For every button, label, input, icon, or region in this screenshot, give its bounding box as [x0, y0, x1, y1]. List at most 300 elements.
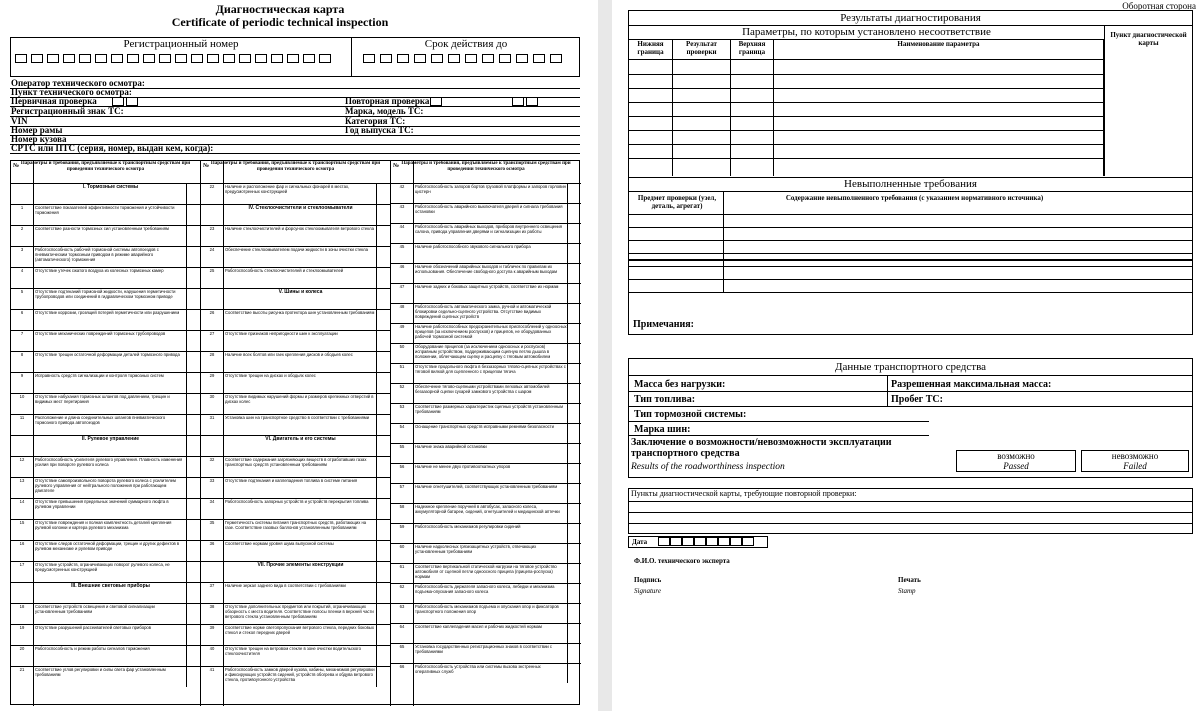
check-cell[interactable]: [186, 562, 200, 582]
unmet-row-line: [629, 240, 1192, 241]
input-cell[interactable]: [223, 54, 235, 63]
input-cell[interactable]: [499, 54, 511, 63]
requirement-text: Работоспособность устройства или системы вызова экстренных оперативных служб: [415, 664, 541, 674]
requirement-number: 53: [399, 404, 405, 409]
requirement-number: 47: [399, 284, 405, 289]
requirement-text: Исправность средств сигнализации и контроля тормозных систем: [35, 373, 164, 378]
requirement-number: 52: [399, 384, 405, 389]
check-cell[interactable]: [376, 499, 390, 519]
stamp-en-label: Stamp: [898, 587, 916, 595]
input-cell[interactable]: [287, 54, 299, 63]
info-field-0: Оператор технического осмотра:: [10, 78, 580, 89]
input-cell[interactable]: [271, 54, 283, 63]
input-cell[interactable]: [319, 54, 331, 63]
input-cell[interactable]: [431, 54, 443, 63]
input-cell[interactable]: [159, 54, 171, 63]
requirement-text: Работоспособность рабочей тормозной системы автопоездов с пневматическим тормозным приводом в режиме аварийного (автоматического) торможения: [35, 247, 159, 262]
requirement-number: 33: [209, 478, 215, 483]
requirement-number: 57: [399, 484, 405, 489]
primary-check-cell[interactable]: [112, 97, 124, 106]
requirement-text: Отсутствие набухания тормозных шлангов под давлением, трещин и видимых мест перетирания: [35, 394, 170, 404]
requirement-number: 63: [399, 604, 405, 609]
requirement-text: Соответствие нормам уровня шума выпускной системы: [225, 541, 334, 546]
requirement-text: Расположение и длина соединительных шлангов пневматического тормозного привода автопоездов: [35, 415, 166, 425]
check-cell[interactable]: [186, 478, 200, 498]
requirement-text: Обеспечение тягово-сцепными устройствами легковых автомобилей беззазорной сцепки сухарей замкового устройства с шаром: [415, 384, 550, 394]
requirement-number: 10: [19, 394, 25, 399]
info-field-right-1: Марка, модель ТС:: [345, 106, 424, 116]
input-cell[interactable]: [363, 54, 375, 63]
requirement-text: Соответствие содержания загрязняющих веществ в отработавших газах транспортных средств установленным требованиям: [225, 457, 367, 467]
check-cell[interactable]: [376, 373, 390, 393]
check-cell[interactable]: [567, 584, 581, 603]
check-cell[interactable]: [186, 499, 200, 519]
passed-box[interactable]: [956, 450, 1076, 472]
check-cell[interactable]: [376, 289, 390, 309]
requirement-number: 5: [20, 289, 24, 294]
requirement-text: Отсутствие разрушений рассеивателей световых приборов: [35, 625, 151, 630]
requirement-number: 50: [399, 344, 405, 349]
input-cell[interactable]: [516, 54, 528, 63]
requirement-row: [11, 330, 200, 351]
check-cell[interactable]: [567, 204, 581, 223]
check-cell[interactable]: [376, 457, 390, 477]
check-cell[interactable]: [567, 184, 581, 203]
check-cell[interactable]: [567, 304, 581, 323]
requirement-row: [391, 323, 581, 343]
number-header: №: [203, 163, 210, 169]
input-cell[interactable]: [706, 537, 718, 546]
check-cell[interactable]: [567, 284, 581, 303]
requirement-text: Работоспособность механизмов подъема и опускания опор и фиксаторов транспортного положения опор: [415, 604, 559, 614]
check-cell[interactable]: [567, 564, 581, 583]
check-cell[interactable]: [376, 478, 390, 498]
check-cell[interactable]: [567, 364, 581, 383]
requirement-row: [11, 204, 200, 225]
input-cell[interactable]: [482, 54, 494, 63]
requirement-row: [201, 183, 390, 204]
requirement-number: 62: [399, 584, 405, 589]
reverse-label: Оборотная сторона: [1122, 1, 1196, 11]
requirement-number: 25: [209, 268, 215, 273]
check-cell[interactable]: [376, 541, 390, 561]
requirement-number: 8: [20, 352, 24, 357]
input-cell[interactable]: [670, 537, 682, 546]
requirement-number: 39: [209, 625, 215, 630]
requirement-row: [11, 351, 200, 372]
requirement-number: 36: [209, 541, 215, 546]
requirement-number: 43: [399, 204, 405, 209]
input-cell[interactable]: [718, 537, 730, 546]
input-cell[interactable]: [239, 54, 251, 63]
requirement-row: [11, 603, 200, 624]
section-title: VI. Двигатель и его системы: [265, 436, 336, 442]
requirement-text: Отсутствие устройств, ограничивающих поворот рулевого колеса, не предусмотренных конструкцией: [35, 562, 170, 572]
check-cell[interactable]: [186, 667, 200, 687]
requirement-text: Отсутствие трещин остаточной деформации деталей тормозного привода: [35, 352, 180, 357]
input-cell[interactable]: [658, 537, 670, 546]
section-row: [201, 435, 390, 456]
results-box: [628, 10, 1193, 260]
check-cell[interactable]: [567, 344, 581, 363]
check-cell[interactable]: [567, 504, 581, 523]
check-cell[interactable]: [186, 415, 200, 435]
requirement-number: 48: [399, 304, 405, 309]
section-row: [201, 288, 390, 309]
check-cell[interactable]: [186, 436, 200, 456]
check-cell[interactable]: [186, 394, 200, 414]
check-cell[interactable]: [567, 664, 581, 683]
requirement-row: [391, 403, 581, 423]
check-cell[interactable]: [376, 394, 390, 414]
requirement-text: Наличие и расположение фар и сигнальных фонарей в местах, предусмотренных конструкцией: [225, 184, 350, 194]
requirement-number: 49: [399, 324, 405, 329]
section-title: III. Внешние световые приборы: [71, 583, 150, 589]
requirement-number: 38: [209, 604, 215, 609]
check-cell[interactable]: [376, 184, 390, 204]
input-cell[interactable]: [95, 54, 107, 63]
info-field-1: Пункт технического осмотра:: [10, 87, 580, 98]
requirement-text: Работоспособность усилителя рулевого управления. Плавность изменения усилия при повороте рулевого колеса: [35, 457, 183, 467]
params-title: Параметры, по которым установлено несоответствие: [629, 26, 1104, 40]
input-cell[interactable]: [533, 54, 545, 63]
requirement-row: [11, 498, 200, 519]
recheck-label: Пункты диагностической карты, требующие повторной проверки:: [631, 489, 857, 498]
requirement-row: [391, 483, 581, 503]
check-cell[interactable]: [186, 205, 200, 225]
input-cell[interactable]: [191, 54, 203, 63]
check-cell[interactable]: [567, 264, 581, 283]
input-cell[interactable]: [465, 54, 477, 63]
input-cell[interactable]: [694, 537, 706, 546]
date-cells[interactable]: [658, 537, 758, 547]
fuel-label: Тип топлива:: [634, 394, 696, 405]
info-field-right-3: Год выпуска ТС:: [345, 125, 414, 135]
requirement-number: 1: [20, 205, 24, 210]
requirement-text: Соответствие устройств освещения и световой сигнализации установленным требованиям: [35, 604, 155, 614]
requirement-text: Наличие задних и боковых защитных устройств, соответствие их нормам: [415, 284, 559, 289]
requirement-row: [391, 343, 581, 363]
max-mass-label: Разрешенная максимальная масса:: [891, 379, 1052, 390]
requirement-row: [391, 443, 581, 463]
repeat-check-cell[interactable]: [430, 97, 442, 106]
valid-until-label: Срок действия до: [424, 38, 508, 50]
input-cell[interactable]: [550, 54, 562, 63]
input-cell[interactable]: [15, 54, 27, 63]
check-cell[interactable]: [567, 444, 581, 463]
unmet-row-line: [629, 253, 1192, 254]
input-cell[interactable]: [414, 54, 426, 63]
check-cell[interactable]: [186, 373, 200, 393]
vehicle-title: Данные транспортного средства: [629, 361, 1192, 376]
number-header: №: [13, 163, 20, 169]
requirement-text: Наличие не менее двух противооткатных упоров: [415, 464, 511, 469]
section-title: I. Тормозные системы: [82, 184, 139, 190]
requirement-number: 11: [19, 415, 25, 420]
requirement-number: 64: [399, 624, 405, 629]
input-cell[interactable]: [63, 54, 75, 63]
check-cell[interactable]: [186, 583, 200, 603]
input-cell[interactable]: [448, 54, 460, 63]
requirement-row: [201, 393, 390, 414]
requirement-row: [201, 603, 390, 624]
check-cell[interactable]: [567, 424, 581, 443]
input-cell[interactable]: [730, 537, 742, 546]
param-row-line: [629, 102, 1104, 103]
requirement-row: [391, 503, 581, 523]
requirement-row: [391, 203, 581, 223]
check-cell[interactable]: [567, 644, 581, 663]
check-cell[interactable]: [186, 352, 200, 372]
input-cell[interactable]: [175, 54, 187, 63]
requirement-row: [11, 309, 200, 330]
check-cell[interactable]: [186, 457, 200, 477]
requirement-text: Установка государственных регистрационных знаков в соответствии с требованиями: [415, 644, 553, 654]
requirement-text: Обеспечение стеклоомывателем подачи жидкости в зоны очистки стекла: [225, 247, 368, 252]
check-cell[interactable]: [186, 625, 200, 645]
requirement-number: 41: [209, 667, 215, 672]
check-cell[interactable]: [376, 247, 390, 267]
requirement-text: Работоспособность аварийного выключателя дверей и сигнала требования остановки: [415, 204, 563, 214]
column-header: Параметры и требования, предъявляемые к транспортным средствам при проведении технического осмотра: [401, 161, 571, 172]
check-cell[interactable]: [567, 384, 581, 403]
tires-label: Марка шин:: [634, 424, 691, 435]
input-cell[interactable]: [79, 54, 91, 63]
check-cell[interactable]: [186, 226, 200, 246]
requirement-text: Соответствие показателей эффективности торможения и устойчивости торможения: [35, 205, 175, 215]
front-side: [0, 0, 598, 711]
requirement-row: [201, 267, 390, 288]
param-row-line: [629, 88, 1104, 89]
check-cell[interactable]: [376, 331, 390, 351]
input-cell[interactable]: [111, 54, 123, 63]
requirement-row: [391, 583, 581, 603]
requirement-number: 51: [399, 364, 405, 369]
check-cell[interactable]: [186, 310, 200, 330]
requirement-number: 32: [209, 457, 215, 462]
check-cell[interactable]: [186, 184, 200, 204]
check-cell[interactable]: [567, 524, 581, 543]
divider: [351, 38, 352, 76]
stamp-label: Печать: [898, 576, 921, 584]
check-cell[interactable]: [376, 205, 390, 225]
param-row-line: [629, 74, 1104, 75]
requirement-row: [391, 623, 581, 643]
requirement-row: [201, 540, 390, 561]
requirement-number: 22: [209, 184, 215, 189]
param-row-line: [629, 116, 1104, 117]
requirement-number: 66: [399, 664, 405, 669]
requirement-text: Наличие работоспособного звукового сигнального прибора: [415, 244, 531, 249]
check-cell[interactable]: [567, 324, 581, 343]
requirement-number: 30: [209, 394, 215, 399]
check-cell[interactable]: [186, 268, 200, 288]
requirement-number: 6: [20, 310, 24, 315]
requirement-number: 28: [209, 352, 215, 357]
requirement-row: [201, 225, 390, 246]
input-cell[interactable]: [143, 54, 155, 63]
number-divider: [33, 161, 34, 706]
number-divider: [413, 161, 414, 706]
mileage-label: Пробег ТС:: [891, 394, 943, 405]
check-cell[interactable]: [186, 289, 200, 309]
check-cell[interactable]: [186, 646, 200, 666]
requirement-number: 16: [19, 541, 25, 546]
check-cell[interactable]: [376, 415, 390, 435]
input-cell[interactable]: [397, 54, 409, 63]
requirement-row: [391, 423, 581, 443]
primary-check-cell-2[interactable]: [126, 97, 138, 106]
requirement-row: [11, 225, 200, 246]
repeat-check-cell-3[interactable]: [526, 97, 538, 106]
section-row: [11, 435, 200, 456]
input-cell[interactable]: [303, 54, 315, 63]
possible-label: возможно: [997, 451, 1035, 461]
check-cell[interactable]: [376, 562, 390, 582]
requirement-text: Соответствие разности тормозных сил установленным требованиям: [35, 226, 169, 231]
info-field-6: Номер кузова: [10, 134, 580, 145]
requirement-number: 45: [399, 244, 405, 249]
check-cell[interactable]: [186, 541, 200, 561]
requirement-text: Работоспособность автоматического замка, ручной и автоматической блокировки седельно-сцепного устройства. Отсутствие видимых повреждений сцепных устройств: [415, 304, 552, 319]
input-cell[interactable]: [31, 54, 43, 63]
repeat-check-cell-2[interactable]: [512, 97, 524, 106]
requirement-text: Герметичность системы питания транспортных средств, работающих на газе. Соответствие газовых баллонов установленным требованиям: [225, 520, 367, 530]
requirement-text: Соответствие размерных характеристик сцепных устройств установленным требованиям: [415, 404, 564, 414]
check-cell[interactable]: [376, 436, 390, 456]
requirement-text: Работоспособность аварийных выходов, приборов внутреннего освещения салона, привода управления дверями и сигнализации их работы: [415, 224, 563, 234]
requirement-number: 46: [399, 264, 405, 269]
check-cell[interactable]: [186, 520, 200, 540]
requirement-text: Отсутствие продольного люфта в беззазорных тягово-сцепных устройствах с тяговой вилкой для сцепленного с прицепом тягача: [415, 364, 566, 374]
requirement-text: Соответствие каплепадения масел и рабочих жидкостей нормам: [415, 624, 542, 629]
column-3: [391, 161, 581, 706]
check-cell[interactable]: [376, 646, 390, 666]
failed-label: Failed: [1123, 461, 1147, 471]
requirement-text: Отсутствие дополнительных предметов или покрытий, ограничивающих обзорность с места водителя. Соответствие полосы пленки в верхней части ветрового стекла установленным требованиям: [225, 604, 374, 619]
requirement-number: 7: [20, 331, 24, 336]
check-cell[interactable]: [186, 331, 200, 351]
check-cell[interactable]: [567, 604, 581, 623]
requirement-row: [201, 372, 390, 393]
requirement-row: [11, 645, 200, 666]
check-cell[interactable]: [567, 404, 581, 423]
requirement-row: [201, 351, 390, 372]
check-cell[interactable]: [567, 244, 581, 263]
requirement-number: 44: [399, 224, 405, 229]
valid-date-cells[interactable]: [363, 54, 573, 66]
check-cell[interactable]: [376, 625, 390, 645]
header-box: [10, 37, 580, 77]
param-row-line: [629, 144, 1104, 145]
requirement-row: [201, 414, 390, 435]
requirement-text: Работоспособность стеклоочистителей и стеклоомывателей: [225, 268, 344, 273]
check-cell[interactable]: [376, 226, 390, 246]
requirements-table: [10, 160, 580, 705]
check-cell[interactable]: [376, 604, 390, 624]
requirement-number: 21: [19, 667, 25, 672]
check-cell[interactable]: [376, 520, 390, 540]
check-cell[interactable]: [567, 624, 581, 643]
check-cell[interactable]: [567, 464, 581, 483]
requirement-row: [11, 477, 200, 498]
reg-number-cells[interactable]: [15, 54, 345, 66]
input-cell[interactable]: [255, 54, 267, 63]
requirement-row: [201, 519, 390, 540]
requirement-row: [201, 309, 390, 330]
requirement-row: [11, 414, 200, 435]
section-row: [11, 183, 200, 204]
requirement-row: [11, 246, 200, 267]
input-cell[interactable]: [47, 54, 59, 63]
section-row: [11, 582, 200, 603]
requirement-number: 23: [209, 226, 215, 231]
requirement-row: [391, 363, 581, 383]
input-cell[interactable]: [207, 54, 219, 63]
check-cell[interactable]: [567, 544, 581, 563]
signature-label: Подпись: [634, 576, 662, 584]
check-cell[interactable]: [186, 604, 200, 624]
unmet-title: Невыполненные требования: [629, 177, 1192, 192]
requirement-text: Отсутствие повреждения и полная комплектность деталей крепления рулевой колонки и картера рулевого механизма: [35, 520, 172, 530]
check-cell[interactable]: [376, 352, 390, 372]
check-cell[interactable]: [376, 667, 390, 687]
param-column-header: Верхняя граница: [731, 40, 773, 60]
param-column-1: [673, 40, 731, 176]
requirement-text: Установка шин на транспортное средство в соответствии с требованиями: [225, 415, 370, 420]
requirement-number: 9: [20, 373, 24, 378]
check-cell[interactable]: [567, 484, 581, 503]
input-cell[interactable]: [380, 54, 392, 63]
section-row: [201, 204, 390, 225]
requirement-text: Отсутствие следов остаточной деформации, трещин и других дефектов в рулевом механизме и рулевом приводе: [35, 541, 180, 551]
param-column-header: Наименование параметра: [774, 40, 1103, 60]
info-field-right-2: Категория ТС:: [345, 116, 406, 126]
requirement-row: [391, 223, 581, 243]
requirement-number: 55: [399, 444, 405, 449]
requirement-number: 35: [209, 520, 215, 525]
requirement-row: [11, 540, 200, 561]
param-column-2: [731, 40, 774, 176]
requirement-row: [391, 263, 581, 283]
column-1: [11, 161, 201, 706]
param-column-header: Нижняя граница: [629, 40, 672, 60]
requirement-row: [11, 519, 200, 540]
unmet-rows-box: [628, 260, 1193, 335]
requirement-number: 40: [209, 646, 215, 651]
input-cell[interactable]: [682, 537, 694, 546]
info-field-5: Номер рамы: [10, 125, 580, 136]
requirement-row: [391, 283, 581, 303]
check-cell[interactable]: [567, 224, 581, 243]
input-cell[interactable]: [127, 54, 139, 63]
requirement-number: 60: [399, 544, 405, 549]
check-cell[interactable]: [376, 310, 390, 330]
input-cell[interactable]: [742, 537, 754, 546]
failed-box[interactable]: [1081, 450, 1189, 472]
requirement-text: Наличие огнетушителей, соответствующих установленным требованиям: [415, 484, 558, 489]
brake-label: Тип тормозной системы:: [634, 409, 747, 420]
check-cell[interactable]: [376, 268, 390, 288]
info-field-3: Регистрационный знак ТС:: [10, 106, 580, 117]
check-cell[interactable]: [186, 247, 200, 267]
requirement-number: 42: [399, 184, 405, 189]
check-cell[interactable]: [376, 583, 390, 603]
requirement-text: Отсутствие коррозии, грозящей потерей герметичности или разрушением: [35, 310, 180, 315]
info-field-4: VIN: [10, 116, 580, 127]
requirement-row: [11, 393, 200, 414]
requirement-number: 26: [209, 310, 215, 315]
